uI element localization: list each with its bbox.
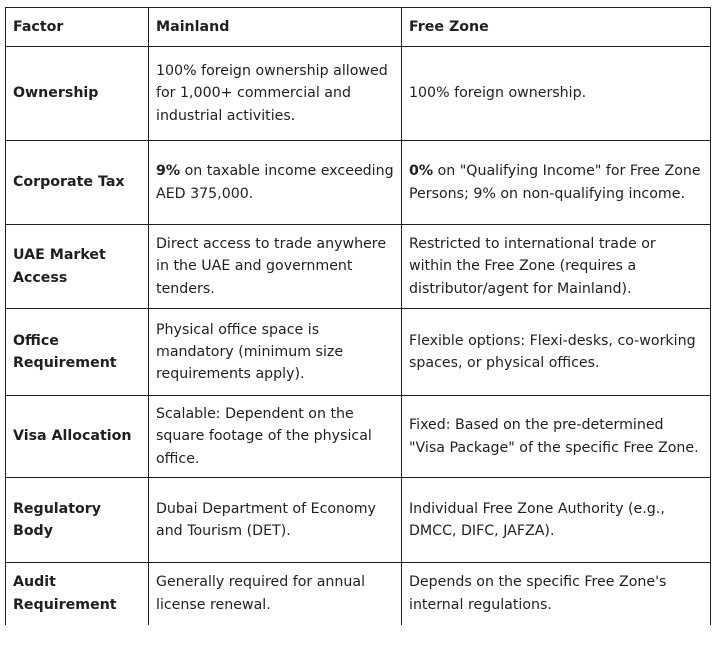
header-factor: Factor (6, 8, 149, 47)
table-row (6, 478, 711, 563)
mainland-tax-text: on taxable income exceeding AED 375,000. (156, 163, 394, 202)
row-factor: Office Requirement (6, 309, 149, 396)
mainland-tax-rate: 9% (156, 163, 181, 180)
row-factor: Corporate Tax (6, 141, 149, 225)
mainland-cell (149, 141, 402, 225)
table-row (6, 47, 711, 141)
row-factor: Ownership (6, 47, 149, 141)
header-free-zone: Free Zone (402, 8, 711, 47)
mainland-cell: 100% foreign ownership allowed for 1,000+ commercial and industrial activities. (149, 47, 402, 141)
mainland-cell: Physical office space is mandatory (minimum size requirements apply). (149, 309, 402, 396)
free-zone-tax-rate: 0% (409, 163, 434, 180)
row-factor: Visa Allocation (6, 396, 149, 478)
header-mainland: Mainland (149, 8, 402, 47)
free-zone-cell: Fixed: Based on the pre-determined "Visa Package" of the specific Free Zone. (402, 396, 711, 478)
table-row (6, 141, 711, 225)
mainland-cell: Generally required for annual license renewal. (149, 563, 402, 625)
table-row (6, 225, 711, 309)
mainland-cell: Dubai Department of Economy and Tourism (DET). (149, 478, 402, 563)
row-factor: Audit Requirement (6, 563, 149, 625)
mainland-cell: Scalable: Dependent on the square footage of the physical office. (149, 396, 402, 478)
free-zone-cell: Restricted to international trade or within the Free Zone (requires a distributor/agent for Mainland). (402, 225, 711, 309)
row-factor: UAE Market Access (6, 225, 149, 309)
free-zone-cell: Individual Free Zone Authority (e.g., DMCC, DIFC, JAFZA). (402, 478, 711, 563)
header-row (6, 8, 711, 47)
free-zone-cell: Flexible options: Flexi-desks, co-working spaces, or physical offices. (402, 309, 711, 396)
comparison-table (5, 7, 711, 625)
table-row (6, 309, 711, 396)
table-row (6, 396, 711, 478)
row-factor: Regulatory Body (6, 478, 149, 563)
table-row (6, 563, 711, 625)
mainland-cell: Direct access to trade anywhere in the UAE and government tenders. (149, 225, 402, 309)
free-zone-cell: Depends on the specific Free Zone's internal regulations. (402, 563, 711, 625)
free-zone-cell (402, 141, 711, 225)
free-zone-tax-text: on "Qualifying Income" for Free Zone Persons; 9% on non-qualifying income. (409, 163, 701, 202)
free-zone-cell: 100% foreign ownership. (402, 47, 711, 141)
